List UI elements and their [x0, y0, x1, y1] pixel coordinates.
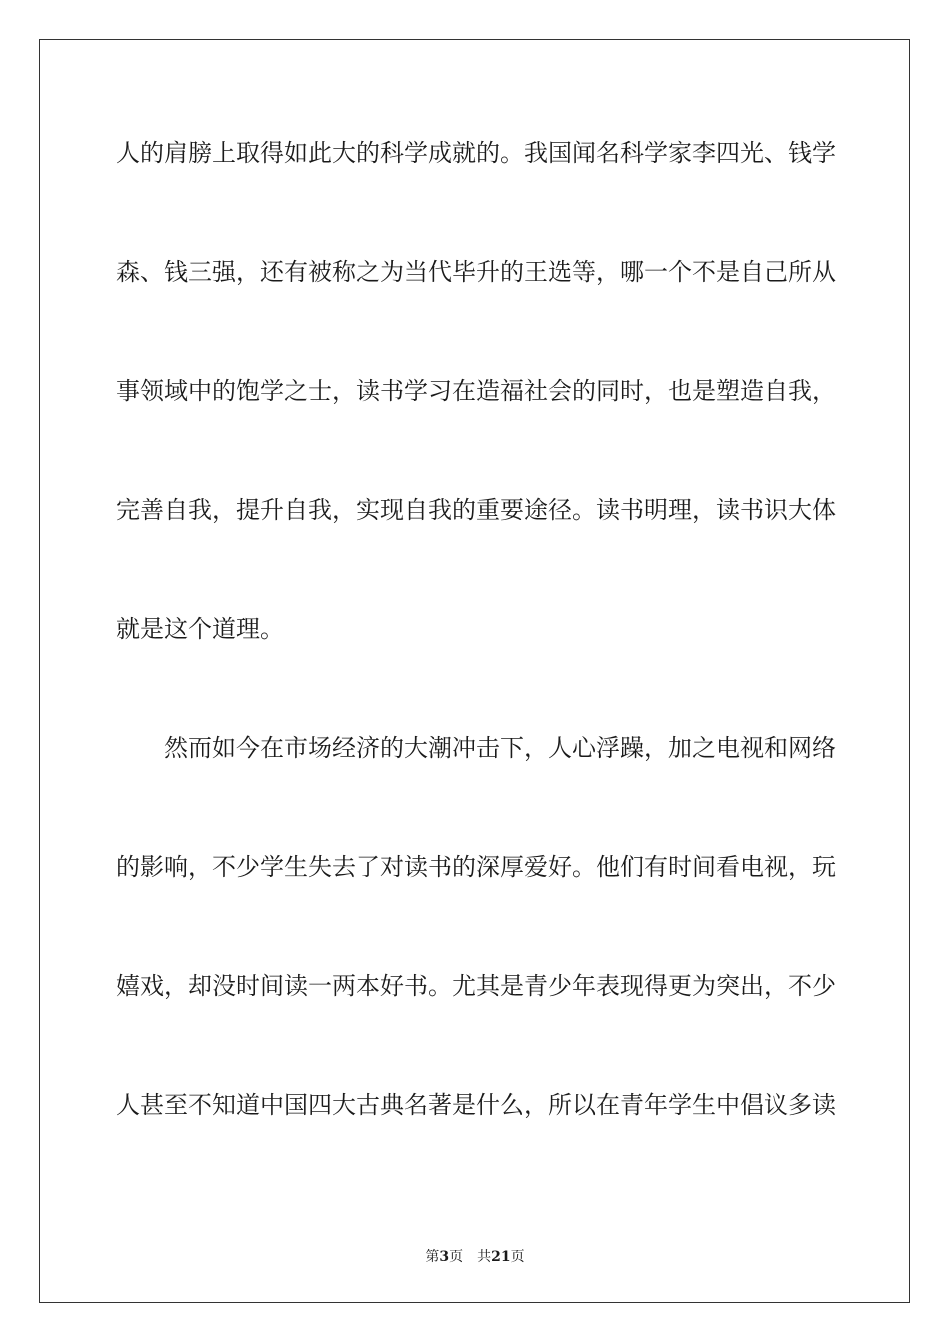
total-suffix: 页 — [510, 1249, 525, 1265]
text-line-1: 人的肩膀上取得如此大的科学成就的。我国闻名科学家李四光、钱学 — [116, 139, 836, 167]
total-pages: 21 — [491, 1249, 511, 1265]
text-line-2: 森、钱三强，还有被称之为当代毕升的王选等，哪一个不是自己所从 — [116, 258, 836, 286]
text-line-5: 就是这个道理。 — [116, 615, 284, 643]
page-suffix: 页 — [449, 1249, 464, 1265]
text-line-3: 事领域中的饱学之士，读书学习在造福社会的同时，也是塑造自我， — [116, 377, 836, 405]
page-prefix: 第 — [425, 1249, 440, 1265]
text-line-7: 的影响，不少学生失去了对读书的深厚爱好。他们有时间看电视，玩 — [116, 853, 836, 881]
page-footer — [0, 1247, 950, 1267]
page-number: 3 — [439, 1249, 450, 1265]
total-prefix: 共 — [477, 1249, 492, 1265]
text-line-4: 完善自我，提升自我，实现自我的重要途径。读书明理，读书识大体 — [116, 496, 836, 524]
text-line-6: 然而如今在市场经济的大潮冲击下，人心浮躁，加之电视和网络 — [164, 734, 836, 762]
text-line-9: 人甚至不知道中国四大古典名著是什么，所以在青年学生中倡议多读 — [116, 1091, 836, 1119]
text-line-8: 嬉戏，却没时间读一两本好书。尤其是青少年表现得更为突出，不少 — [116, 972, 836, 1000]
